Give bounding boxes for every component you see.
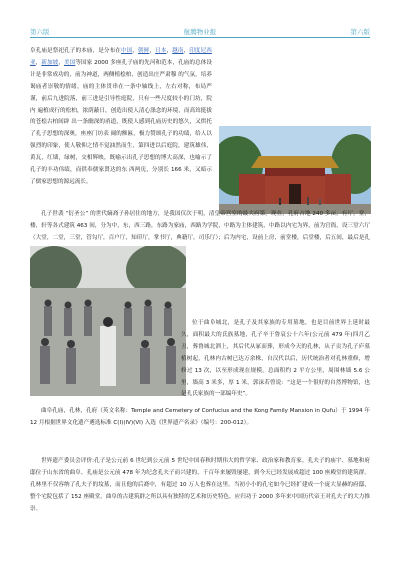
- temple-gate-photo: [219, 126, 371, 214]
- header-right-edition: 第六版: [350, 28, 370, 36]
- paragraph-temple-intro: 阜孔庙是祭祀孔子的本庙，是分布在: [30, 48, 121, 54]
- paragraph-unesco-evaluation: [30, 456, 370, 552]
- paragraph-cemetery-text: 位于曲阜城北，是孔子及其家族的专用墓地，也是目前世界上延时最久，面积最大的氏族墓地，孔子卒于鲁哀公十六年(公元前 479 年)四月乙丑，葬鲁城北泗上，其后代从冢而葬，形成今天的孔林，从子贡为孔子庐墓植树起，孔林内古树已达万余株，自汉代以后，历代统治者对孔林重修，增修过 13 次，以至形成现在规模，总面积约 2 平方公里，周围林墙 5.6 公里，墙高 3 米多，厚 1 米，郭沫若曾说：“这是一个很好的自然博物馆，也是孔氏家族的一部编年史”。: [181, 320, 370, 398]
- paragraph-mansion-text: 孔子世袭 “衍圣公” 的世代嫡裔子孙居住的地方，是我国仅次于明，清皇帝宫室的最大府第。现在，孔府占地 240 多亩，有厅，堂，楼，轩等各式建筑 463 间，分为中，东，西三路，东路为家庙，西路为学院，中路为主体建筑，中路以内宅为界，前为官衙，设三堂六厅（大堂，二堂，三堂，管勾厅，百户厅，知印厅，掌书厅，典籍厅，司乐厅）；后为内宅，设前上房，前堂楼，后堂楼，后五间，最后是孔: [30, 211, 370, 241]
- country-link[interactable]: 日本: [155, 48, 167, 54]
- header-left-edition: 第六版: [30, 28, 50, 36]
- country-link[interactable]: 印度尼西亚: [30, 48, 212, 66]
- country-link[interactable]: 越南: [172, 48, 184, 54]
- header-rule: [30, 37, 370, 38]
- paragraph-heritage: [30, 406, 370, 454]
- paragraph-cemetery: [30, 318, 370, 408]
- paragraph-heritage-text: 曲阜孔庙，孔林，孔府（英文名称：Temple and Cemetery of Confucius and the Kong Family Mansion in Qufu）于 1994 年 12 月根据世界文化遗产遴选标准 C(I)(IV)(VI) 入选《世界遗产名录》（编号：200-012）。: [30, 408, 370, 426]
- country-link[interactable]: 新加坡: [41, 59, 59, 66]
- country-link[interactable]: 美国: [64, 59, 76, 66]
- country-link[interactable]: 朝鲜: [138, 48, 150, 54]
- paragraph-temple-body: 等国家 2000 多座孔子庙的先河和范本，孔庙的总体设计是非常成功的，前为神道，两侧植桧柏，创造出庄严肃穆 的气氛，培养谒庙者崇敬的情绪，庙的主体贯串在一条中轴线上，左右对称，布局严谨，前后九进院落，前三进是引导性庭院，只有一些尺度较小的门坊，院内 遍植成行的松柏，浓荫蔽日，创造出使人清心涤念的环境，而高耸挺拔的苍桧古柏间辟 出一条幽深的甬道，既使人感到孔庙历史的悠久，又烘托了孔子思想的深奥，座座门坊表 阔的额匾，极力赞颂孔子的功绩，给人以强烈的印象，使人敬仰之情不觉油然而生，第四进以后庭院，建筑雄伟，黄瓦，红墙，绿树，交相辉映，既喻示出孔子思想的博大高深，也喻示了孔子的丰功伟绩，而供奉儒家贤达的东 西两庑，分别长 166 米，又暗示了儒家思想的源远流长。: [30, 59, 212, 185]
- header-newspaper-title: 航腾物业报: [183, 28, 217, 36]
- paragraph-unesco-text: 世界遗产委员会评价:孔子是公元前 6 世纪到公元前 5 世纪中国春秋时期伟大的哲学家、政治家和教育家。孔夫子的庙宇、墓地和府邸位于山东省的曲阜。孔庙是公元前 478 年为纪念孔夫子而兴建的，千百年来屡毁屡建，到今天已经发展成超过 100 座殿堂的建筑群。孔林里不仅容纳了孔夫子的坟墓，而且他的后裔中，有超过 10 万人也葬在这里。当初小小的孔宅如今已经扩建成一个庞大显赫的府邸，整个宅院包括了 152 座殿堂。曲阜的古建筑群之所以具有独特的艺术和历史特色，应归功于 2000 多年来中国历代帝王对孔夫子的大力推崇。: [30, 458, 370, 512]
- paragraph-temple: 阜孔庙是祭祀孔子的本庙，是分布在中国，朝鲜，日本，越南，印度尼西亚，新加坡，美国等国家 2000 多座孔子庙的先河和范本，孔庙的总体设计是非常成功的，前为神道，两侧植桧柏，创造出庄严肃穆 的气氛，培养谒庙者崇敬的情绪，庙的主体贯串在一条中轴线上，左右对称，布局严谨，前后九进院落，前三进是引导性庭院，只有一些尺度较小的门坊，院内 遍植成行的松柏，浓荫蔽日，创造出使人清心涤念的环境，而高耸挺拔的苍桧古柏间辟 出一条幽深的甬道，既使人感到孔庙历史的悠久，又烘托了孔子思想的深奥，座座门坊表 阔的额匾，极力赞颂孔子的功绩，给人以强烈的印象，使人敬仰之情不觉油然而生，第四进以后庭院，建筑雄伟，黄瓦，红墙，绿树，交相辉映，既喻示出孔子思想的博大高深，也喻示了孔子的丰功伟绩，而供奉儒家贤达的东 西两庑，分别长 166 米，又暗示了儒家思想的源远流长。: [30, 48, 212, 185]
- country-link[interactable]: 中国: [120, 48, 133, 54]
